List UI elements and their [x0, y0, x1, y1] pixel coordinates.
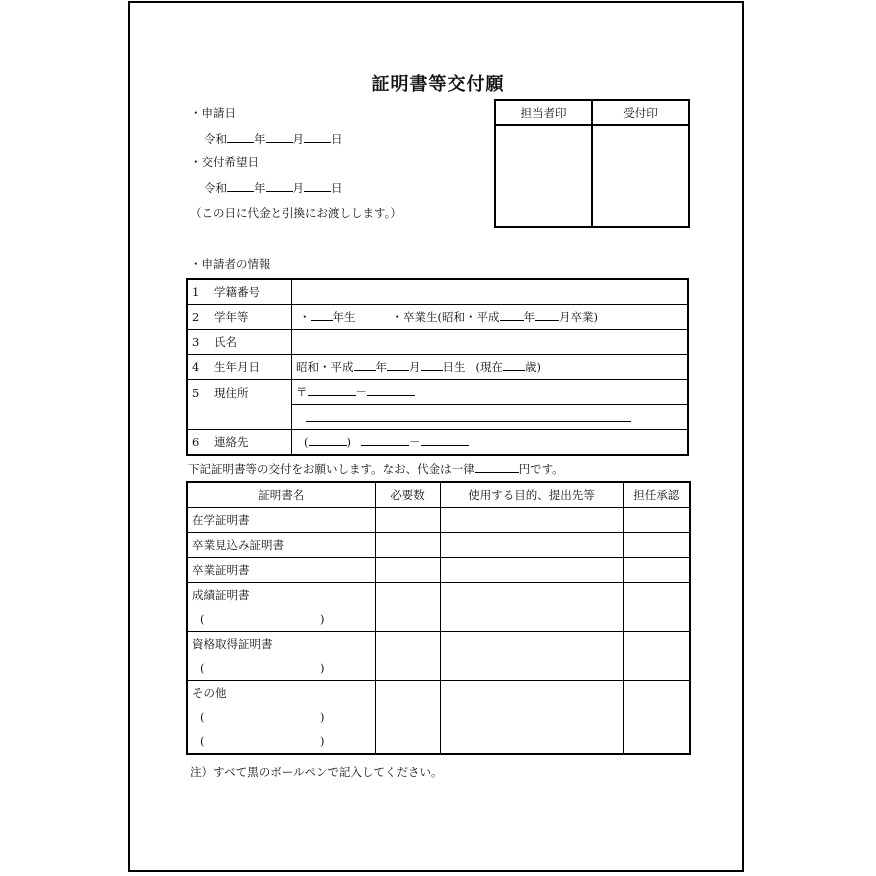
purpose-cell[interactable]	[440, 558, 623, 583]
grade-field[interactable]: ・ 年生 ・卒業生(昭和・平成 年 月卒業)	[292, 305, 689, 330]
header-quantity: 必要数	[375, 482, 440, 508]
row-label: 5 現住所	[187, 380, 292, 430]
approval-cell	[623, 583, 690, 632]
purpose-cell[interactable]	[440, 583, 623, 632]
header-certificate-name: 証明書名	[187, 482, 375, 508]
table-row	[187, 508, 690, 533]
table-row	[187, 305, 688, 330]
approval-cell	[623, 508, 690, 533]
application-date-line: 令和 年 月 日	[204, 132, 343, 146]
detail-paren[interactable]: ( )	[200, 612, 325, 626]
footer-note: 注）すべて黒のボールペンで記入してください。	[190, 765, 443, 779]
purpose-cell[interactable]	[440, 681, 623, 755]
page-title: 証明書等交付願	[371, 74, 505, 95]
row-label: 2 学年等	[187, 305, 292, 330]
desired-date-line: 令和 年 月 日	[204, 181, 343, 195]
certificate-name: 在学証明書	[187, 508, 375, 533]
name-field[interactable]	[292, 330, 689, 355]
header-purpose: 使用する目的、提出先等	[440, 482, 623, 508]
stamp-divider	[591, 101, 593, 226]
certificate-table	[186, 481, 691, 755]
table-row	[187, 632, 690, 681]
row-label: 4 生年月日	[187, 355, 292, 380]
row-label: 1 学籍番号	[187, 279, 292, 305]
certificate-name-cell: その他 ( ) ( )	[187, 681, 375, 755]
purpose-cell[interactable]	[440, 508, 623, 533]
staff-stamp-header: 担当者印	[496, 101, 591, 126]
approval-cell	[623, 632, 690, 681]
phone-field[interactable]: ( ) －	[292, 430, 689, 456]
table-row	[187, 681, 690, 755]
purpose-cell[interactable]	[440, 533, 623, 558]
detail-paren[interactable]: ( )	[200, 661, 325, 675]
table-row	[187, 583, 690, 632]
application-date-label: ・申請日	[190, 106, 236, 120]
approval-cell	[623, 558, 690, 583]
header-approval: 担任承認	[623, 482, 690, 508]
approval-cell	[623, 681, 690, 755]
purpose-cell[interactable]	[440, 632, 623, 681]
certificate-name-cell: 成績証明書 ( )	[187, 583, 375, 632]
quantity-cell[interactable]	[375, 632, 440, 681]
reception-stamp-header: 受付印	[593, 101, 688, 126]
approval-cell	[623, 533, 690, 558]
quantity-cell[interactable]	[375, 533, 440, 558]
quantity-cell[interactable]	[375, 681, 440, 755]
desired-date-label: ・交付希望日	[190, 155, 259, 169]
student-id-field[interactable]	[292, 279, 689, 305]
postal-code-field[interactable]: 〒 －	[292, 380, 689, 405]
desired-date-note: （この日に代金と引換にお渡しします。）	[190, 206, 402, 220]
quantity-cell[interactable]	[375, 583, 440, 632]
table-row	[187, 380, 688, 405]
birth-date-field[interactable]: 昭和・平成 年 月 日生 (現在 歳)	[292, 355, 689, 380]
table-row	[187, 533, 690, 558]
quantity-cell[interactable]	[375, 558, 440, 583]
applicant-heading: ・申請者の情報	[190, 257, 271, 271]
request-note: 下記証明書等の交付をお願いします。なお、代金は一律 円です。	[188, 462, 564, 476]
table-row	[187, 558, 690, 583]
table-row	[187, 279, 688, 305]
table-row	[187, 430, 688, 456]
table-header-row	[187, 482, 690, 508]
table-row	[187, 355, 688, 380]
row-label: 3 氏名	[187, 330, 292, 355]
detail-paren[interactable]: ( )	[200, 710, 325, 724]
certificate-name-cell: 資格取得証明書 ( )	[187, 632, 375, 681]
detail-paren[interactable]: ( )	[200, 734, 325, 748]
certificate-name: 卒業見込み証明書	[187, 533, 375, 558]
stamp-box	[494, 99, 690, 228]
applicant-table	[186, 278, 689, 456]
certificate-name: 卒業証明書	[187, 558, 375, 583]
quantity-cell[interactable]	[375, 508, 440, 533]
address-field[interactable]	[292, 405, 689, 430]
row-label: 6 連絡先	[187, 430, 292, 456]
table-row	[187, 330, 688, 355]
